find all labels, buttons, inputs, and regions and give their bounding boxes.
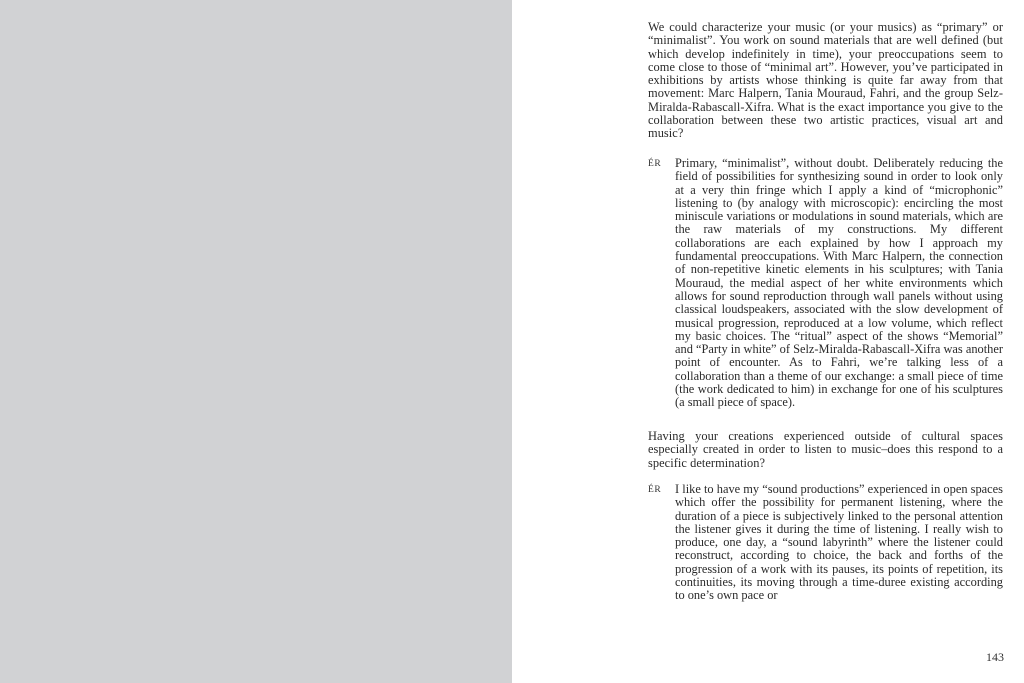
answer-1-text: Primary, “minimalist”, without doubt. Deliberately reducing the field of possibilities for synthesizing sound in order to look only at a very thin fringe which I apply a kind of “microphonic” listening to (by analogy with microscopic): encircling the most miniscule variations or modulations in sound materials, which are the raw materials of my constructions. My different collaborations are each explained by how I approach my fundamental preoccupations. With Marc Halpern, the connection of non-repetitive kinetic elements in his sculptures; with Tania Mouraud, the medial aspect of her white environments which allows for sound reproduction through wall panels without using classical loudspeakers, associated with the slow development of musical progression, reproduced at a low volume, which reflect my basic choices. The “ritual” aspect of the shows “Memorial” and “Party in white” of Selz-Miralda-Rabascall-Xifra was another point of encounter. As to Fahri, we’re talking less of a collaboration than a theme of our exchange: a small piece of time (the work dedicated to him) in exchange for one of his sculptures (a small piece of space). <box>675 156 1003 410</box>
interview-answer-2 <box>648 483 1003 603</box>
speaker-initials: ÉR <box>648 485 662 495</box>
right-page <box>512 0 1024 683</box>
question-1-text: We could characterize your music (or your musics) as “primary” or “minimalist”. You work on sound materials that are well defined (but which develop indefinitely in time), your preoccupations seem to come close to those of “minimal art”. However, you’ve participated in exhibitions by artists whose thinking is quite far away from that movement: Marc Halpern, Tania Mouraud, Fahri, and the group Selz-Miralda-Rabascall-Xifra. What is the exact importance you give to the collaboration between these two artistic practices, visual art and music? <box>648 20 1003 141</box>
speaker-initials: ÉR <box>648 159 662 169</box>
interview-question-2 <box>648 430 1003 470</box>
answer-2-text: I like to have my “sound productions” experienced in open spaces which offer the possibility for permanent listening, where the duration of a piece is subjectively linked to the personal attention the listener gives it during the time of listening. I really wish to produce, one day, a “sound labyrinth” where the listener could reconstruct, according to choice, the back and forths of the progression of a work with its pauses, its points of repetition, its continuities, its moving through a time-duree existing according to one’s own pace or <box>675 482 1003 603</box>
page-number: 143 <box>986 650 1004 664</box>
interview-question-1 <box>648 21 1003 141</box>
interview-answer-1 <box>648 157 1003 410</box>
question-2-text: Having your creations experienced outside of cultural spaces especially created in order to listen to music–does this respond to a specific determination? <box>648 429 1003 470</box>
